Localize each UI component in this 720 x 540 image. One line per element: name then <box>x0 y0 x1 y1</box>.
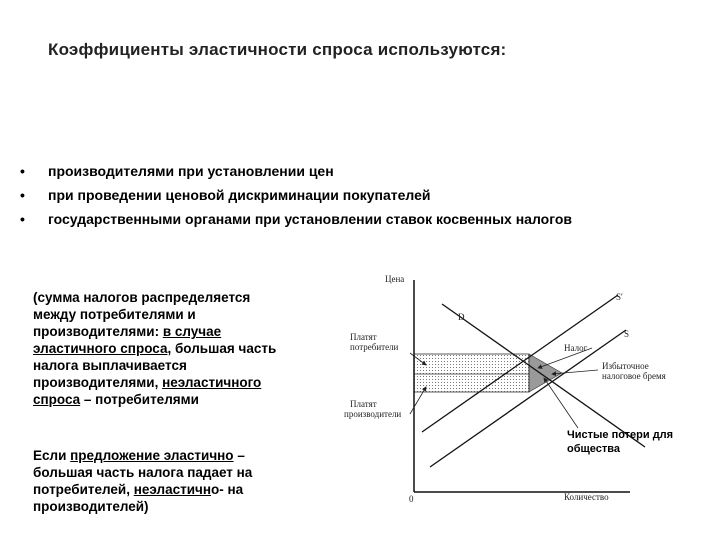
bullet-symbol: • <box>20 211 25 227</box>
note-text: – потребителями <box>80 392 199 407</box>
note-underlined-text: спроса <box>33 392 81 407</box>
note-line: (сумма налогов распределяется <box>33 290 251 305</box>
producers-pay-label: производители <box>344 409 402 419</box>
caption-line: общества <box>567 443 621 455</box>
note-line <box>33 391 318 408</box>
note-line <box>33 340 318 357</box>
note-text: потребителей, <box>33 482 134 497</box>
net-loss-caption <box>567 428 673 456</box>
note-underlined-text: в случае <box>162 324 222 339</box>
note-line <box>33 374 318 391</box>
caption-line: Чистые потери для <box>567 429 674 441</box>
note-line <box>33 481 318 498</box>
x-axis-label: Количество <box>564 492 609 502</box>
bullet-item <box>20 211 572 235</box>
page-title: Коэффициенты эластичности спроса используются: <box>48 40 507 59</box>
producers-pay-label: Платят <box>350 399 377 409</box>
excess-burden-label: налоговое бремя <box>602 371 666 381</box>
tax-distribution-note <box>33 289 318 408</box>
note-underlined-text: эластичного спроса <box>33 341 168 356</box>
note-line: большая часть налога падает на <box>33 465 253 480</box>
note-underlined-text: предложение эластично <box>70 448 234 463</box>
note-underlined-text: неэластичн <box>133 482 211 497</box>
tax-revenue-area <box>414 354 529 392</box>
note-line: налога выплачивается <box>33 358 187 373</box>
y-axis-label: Цена <box>385 274 405 284</box>
note-text: Если <box>33 448 71 463</box>
note-text: производителями: <box>33 324 163 339</box>
net-loss-arrow <box>544 378 578 428</box>
note-text: – <box>233 448 245 463</box>
supply-with-tax-label: S' <box>616 292 623 302</box>
note-line: производителей) <box>33 499 149 514</box>
excess-burden-label: Избыточное <box>602 361 649 371</box>
note-line <box>33 447 318 464</box>
note-line: между потребителями и <box>33 307 196 322</box>
tax-label: Налог <box>564 343 588 353</box>
bullet-symbol: • <box>20 163 25 179</box>
bullet-list <box>20 163 572 235</box>
origin-label: 0 <box>409 494 414 504</box>
supply-label: S <box>624 329 630 339</box>
tax-incidence-graph <box>330 262 700 507</box>
demand-label: D <box>458 312 465 322</box>
consumers-pay-label: потребители <box>350 342 399 352</box>
consumers-pay-label: Платят <box>350 332 377 342</box>
note-text: о- на <box>211 482 244 497</box>
note-text: , большая часть <box>167 341 277 356</box>
bullet-item <box>20 163 572 187</box>
supply-elasticity-note <box>33 447 318 515</box>
note-underlined-text: неэластичного <box>162 375 262 390</box>
bullet-item <box>20 187 572 211</box>
note-line <box>33 323 318 340</box>
note-text: производителями, <box>33 375 163 390</box>
bullet-text: государственными органами при установлении ставок косвенных налогов <box>48 211 573 227</box>
bullet-text: при проведении ценовой дискриминации покупателей <box>48 187 431 203</box>
bullet-symbol: • <box>20 187 25 203</box>
bullet-text: производителями при установлении цен <box>48 163 334 179</box>
